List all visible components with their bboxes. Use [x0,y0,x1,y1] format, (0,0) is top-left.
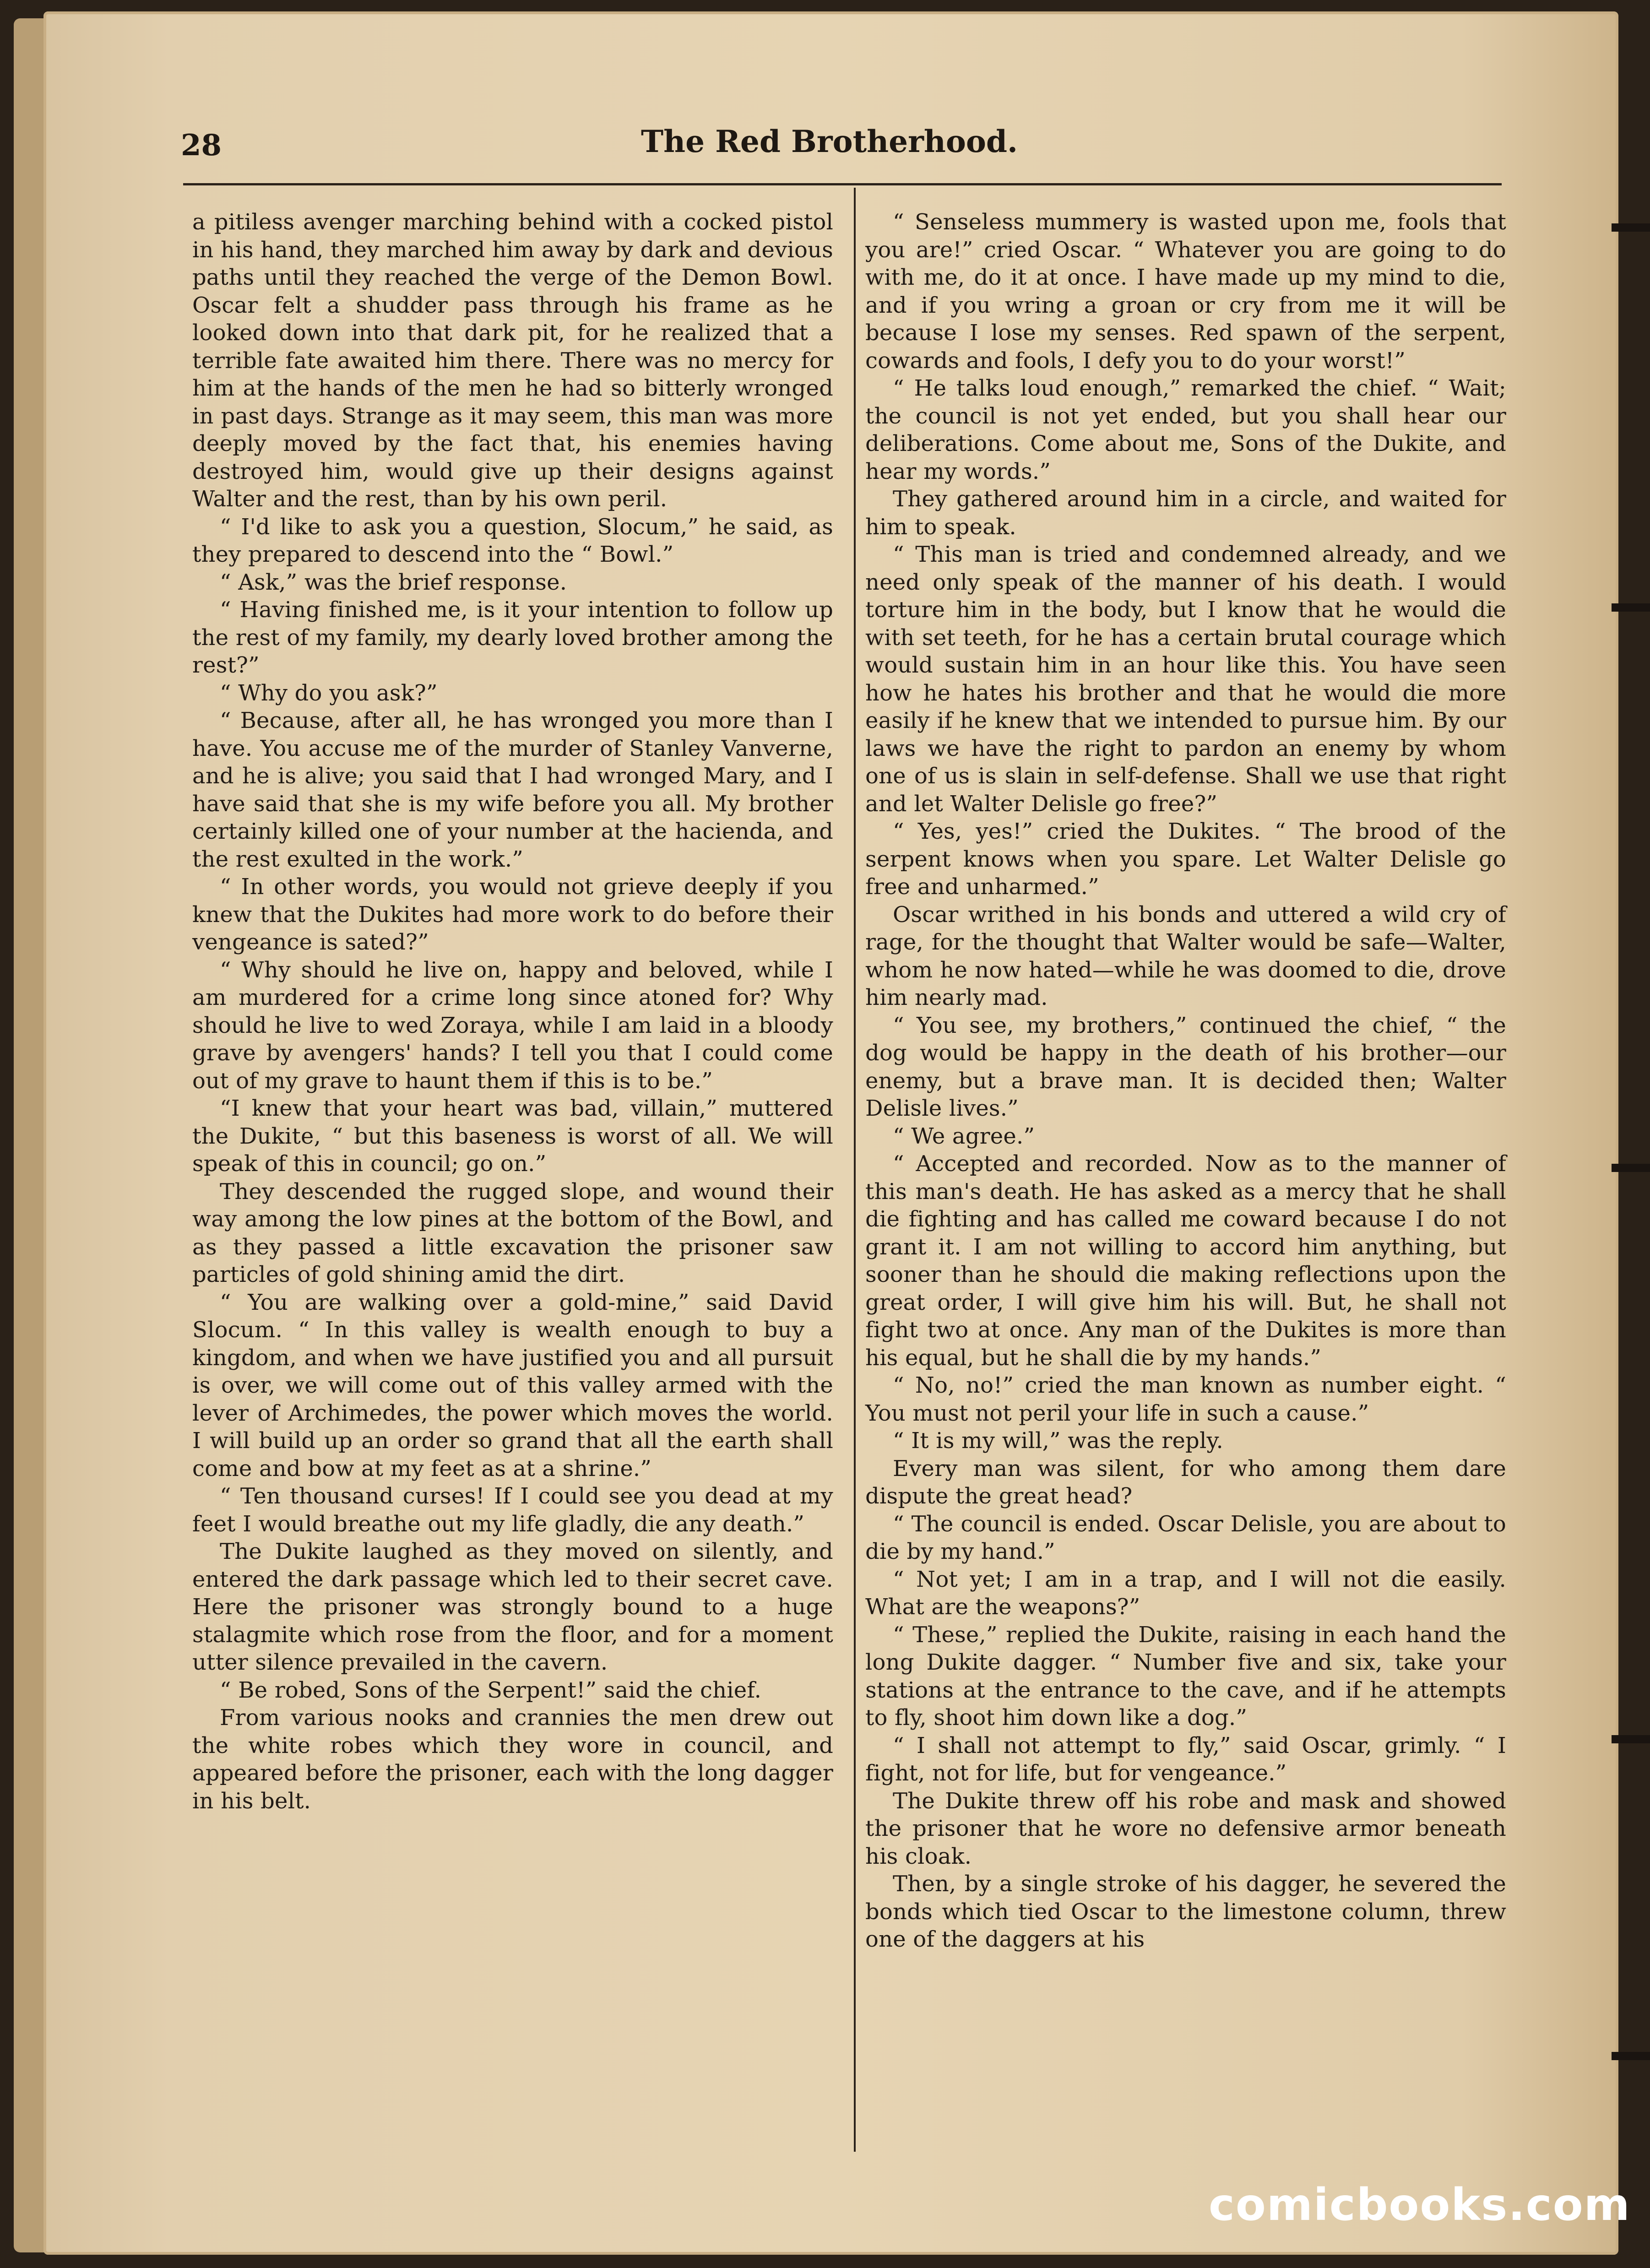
paragraph: They descended the rugged slope, and wound their way among the low pines at the bottom of the Bowl, and as they passed a little excavation the prisoner saw particles of gold shining amid the dirt. [192,1178,833,1287]
paragraph: “ No, no!” cried the man known as number eight. “ You must not peril your life in such a cause.” [865,1373,1506,1426]
paragraph: Then, by a single stroke of his dagger, he severed the bonds which tied Oscar to the limestone column, threw one of the daggers at his [865,1871,1506,1952]
paragraph: “ I'd like to ask you a question, Slocum,” he said, as they prepared to descend into the “ Bowl.” [192,514,833,567]
column-divider [854,188,856,2152]
paragraph: From various nooks and crannies the men drew out the white robes which they wore in council, and appeared before the prisoner, each with the long dagger in his belt. [192,1705,833,1814]
paragraph: “ These,” replied the Dukite, raising in each hand the long Dukite dagger. “ Number five and six, take your stations at the entrance to the cave, and if he attempts to fly, shoot him down like a dog.” [865,1622,1506,1731]
binding-staple [1612,1164,1650,1172]
paragraph: “ Ten thousand curses! If I could see you dead at my feet I would breathe out my life gladly, die any death.” [192,1483,833,1537]
paragraph: “ Senseless mummery is wasted upon me, fools that you are!” cried Oscar. “ Whatever you are going to do with me, do it at once. I have made up my mind to die, and if you wring a groan or cry from me it will be because I lose my senses. Red spawn of the serpent, cowards and fools, I defy you to do your worst!” [865,209,1506,374]
paragraph: “ Why do you ask?” [220,680,438,706]
binding-staple [1612,2052,1650,2060]
watermark: comicbooks.com [1209,2179,1631,2230]
paragraph: Oscar writhed in his bonds and uttered a wild cry of rage, for the thought that Walter would be safe—Walter, whom he now hated—while he was doomed to die, drove him nearly mad. [865,901,1506,1010]
paragraph: “ He talks loud enough,” remarked the chief. “ Wait; the council is not yet ended, but you shall hear our deliberations. Come about me, Sons of the Dukite, and hear my words.” [865,375,1506,484]
left-column [192,208,833,1815]
paragraph: “ You are walking over a gold-mine,” said David Slocum. “ In this valley is wealth enough to buy a kingdom, and when we have justified you and all pursuit is over, we will come out of this valley armed with the lever of Archimedes, the power which moves the world. I will build up an order so grand that all the earth shall come and bow at my feet as at a shrine.” [192,1289,833,1481]
paragraph: “ We agree.” [893,1123,1035,1149]
paragraph: “ I shall not attempt to fly,” said Oscar, grimly. “ I fight, not for life, but for vengeance.” [865,1732,1506,1786]
paragraph: “ The council is ended. Oscar Delisle, you are about to die by my hand.” [865,1511,1506,1564]
paragraph: “ Ask,” was the brief response. [220,569,567,595]
paragraph: The Dukite threw off his robe and mask and showed the prisoner that he wore no defensive armor beneath his cloak. [865,1788,1506,1869]
paragraph: The Dukite laughed as they moved on silently, and entered the dark passage which led to their secret cave. Here the prisoner was strongly bound to a huge stalagmite which rose from the floor, and for a moment utter silence prevailed in the cavern. [192,1539,833,1675]
paragraph: “ Yes, yes!” cried the Dukites. “ The brood of the serpent knows when you spare. Let Walter Delisle go free and unharmed.” [865,819,1506,900]
paragraph: “ It is my will,” was the reply. [893,1428,1223,1454]
paragraph: They gathered around him in a circle, and waited for him to speak. [865,486,1506,540]
paragraph: “ Not yet; I am in a trap, and I will not die easily. What are the weapons?” [865,1566,1506,1620]
running-title: The Red Brotherhood. [641,124,1018,159]
paragraph: “ This man is tried and condemned already, and we need only speak of the manner of his death. I would torture him in the body, but I know that he would die with set teeth, for he has a certain brutal courage which would sustain him in an hour like this. You have seen how he hates his brother and that he would die more easily if he knew that we intended to pursue him. By our laws we have the right to pardon an enemy by whom one of us is slain in self-defense. Shall we use that right and let Walter Delisle go free?” [865,542,1506,817]
right-column [865,208,1506,1953]
binding-staple [1612,223,1650,232]
binding-staple [1612,1735,1650,1743]
paragraph: Every man was silent, for who among them dare dispute the great head? [865,1455,1506,1509]
paragraph: “ Having finished me, is it your intention to follow up the rest of my family, my dearly loved brother among the rest?” [192,597,833,678]
header-rule [183,183,1502,185]
paragraph: “ Why should he live on, happy and beloved, while I am murdered for a crime long since atoned for? Why should he live to wed Zoraya, while I am laid in a bloody grave by avengers' hands? I tell you that I could come out of my grave to haunt them if this is to be.” [192,957,833,1094]
paragraph: “ Accepted and recorded. Now as to the manner of this man's death. He has asked as a mercy that he shall die fighting and has called me coward because I do not grant it. I am not willing to accord him anything, but sooner than he should die making reflections upon the great order, I will give him his will. But, he shall not fight two at once. Any man of the Dukites is more than his equal, but he shall die by my hands.” [865,1151,1506,1371]
paragraph: “ You see, my brothers,” continued the chief, “ the dog would be happy in the death of his brother—our enemy, but a brave man. It is decided then; Walter Delisle lives.” [865,1012,1506,1121]
paragraph: “ Because, after all, he has wronged you more than I have. You accuse me of the murder of Stanley Vanverne, and he is alive; you said that I had wronged Mary, and I have said that she is my wife before you all. My brother certainly killed one of your number at the hacienda, and the rest exulted in the work.” [192,708,833,872]
paragraph: “I knew that your heart was bad, villain,” muttered the Dukite, “ but this baseness is worst of all. We will speak of this in council; go on.” [192,1096,833,1177]
binding-staple [1612,603,1650,612]
paragraph: “ Be robed, Sons of the Serpent!” said the chief. [220,1677,762,1703]
paragraph: “ In other words, you would not grieve deeply if you knew that the Dukites had more work to do before their vengeance is sated?” [192,874,833,955]
page-number: 28 [181,128,222,163]
paragraph: a pitiless avenger marching behind with a cocked pistol in his hand, they marched him away by dark and devious paths until they reached the verge of the Demon Bowl. Oscar felt a shudder pass through his frame as he looked down into that dark pit, for he realized that a terrible fate awaited him there. There was no mercy for him at the hands of the men he had so bitterly wronged in past days. Strange as it may seem, this man was more deeply moved by the fact that, his enemies having destroyed him, would give up their designs against Walter and the rest, than by his own peril. [192,209,833,512]
